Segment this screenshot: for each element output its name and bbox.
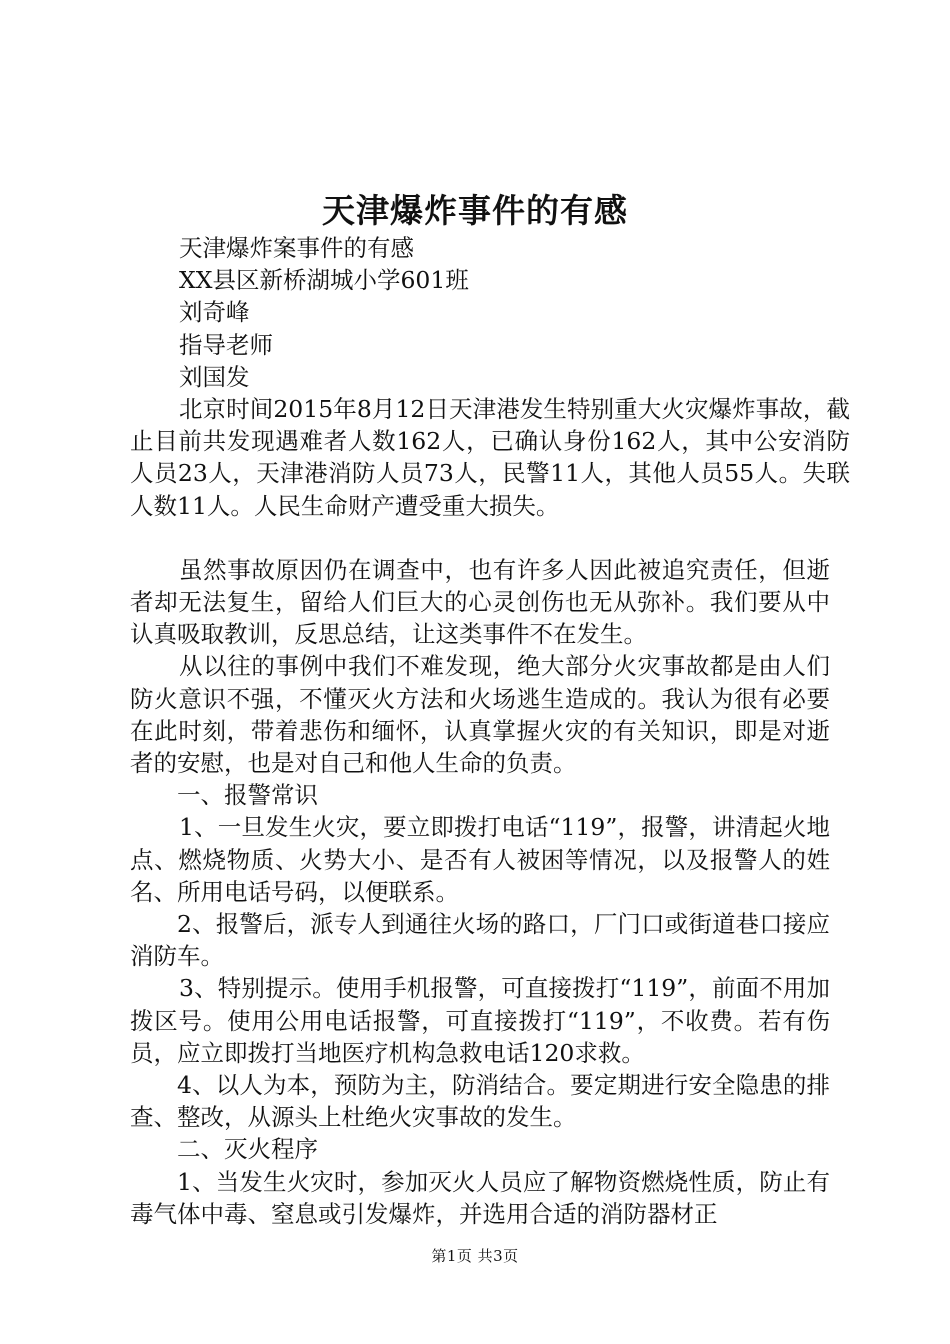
blank-line [130,522,830,554]
advisor-label-line: 指导老师 [179,330,273,359]
paragraph-alarm-2: 2、报警后，派专人到通往火场的路口，厂门口或街道巷口接应消防车。 [130,910,830,971]
subtitle-line: 天津爆炸案事件的有感 [179,234,414,262]
paragraph-alarm-4: 4、以人为本，预防为主，防消结合。要定期进行安全隐患的排查、整改，从源头上杜绝火灾事故的发生。 [130,1071,830,1132]
document-body [130,232,850,1230]
paragraph-alarm-3: 3、特别提示。使用手机报警，可直接拨打“119”，前面不用加拨区号。使用公用电话报警，可直接拨打“119”，不收费。若有伤员，应立即拨打当地医疗机构急救电话120求救。 [130,974,830,1067]
advisor-name-line: 刘国发 [179,362,250,391]
paragraph-firefighting-1: 1、当发生火灾时，参加灭火人员应了解物资燃烧性质，防止有毒气体中毒、窒息或引发爆炸，并选用合适的消防器材正 [130,1167,830,1228]
paragraph-alarm-1: 1、一旦发生火灾，要立即拨打电话“119”，报警，讲清起火地点、燃烧物质、火势大小、是否有人被困等情况，以及报警人的姓名、所用电话号码，以便联系。 [130,813,830,906]
paragraph-awareness: 从以往的事例中我们不难发现，绝大部分火灾事故都是由人们防火意识不强，不懂灭火方法和火场逃生造成的。我认为很有必要在此时刻，带着悲伤和缅怀，认真掌握火灾的有关知识，即是对逝者的安慰，也是对自己和他人生命的负责。 [130,652,830,778]
section-heading-alarm: 一、报警常识 [177,781,318,810]
section-heading-firefighting: 二、灭火程序 [177,1135,318,1164]
author-line: 刘奇峰 [179,298,250,327]
page-footer: 第1页 共3页 [431,1247,519,1265]
document-title: 天津爆炸事件的有感 [322,191,628,230]
school-line: XX县区新桥湖城小学601班 [179,266,469,295]
paragraph-reflection: 虽然事故原因仍在调查中，也有许多人因此被追究责任，但逝者却无法复生，留给人们巨大的心灵创伤也无从弥补。我们要从中认真吸取教训，反思总结，让这类事件不在发生。 [130,555,830,649]
paragraph-intro: 北京时间2015年8月12日天津港发生特别重大火灾爆炸事故，截止目前共发现遇难者人数162人，已确认身份162人，其中公安消防人员23人，天津港消防人员73人，民警11人，其他人员55人。失联人数11人。人民生命财产遭受重大损失。 [130,395,850,520]
